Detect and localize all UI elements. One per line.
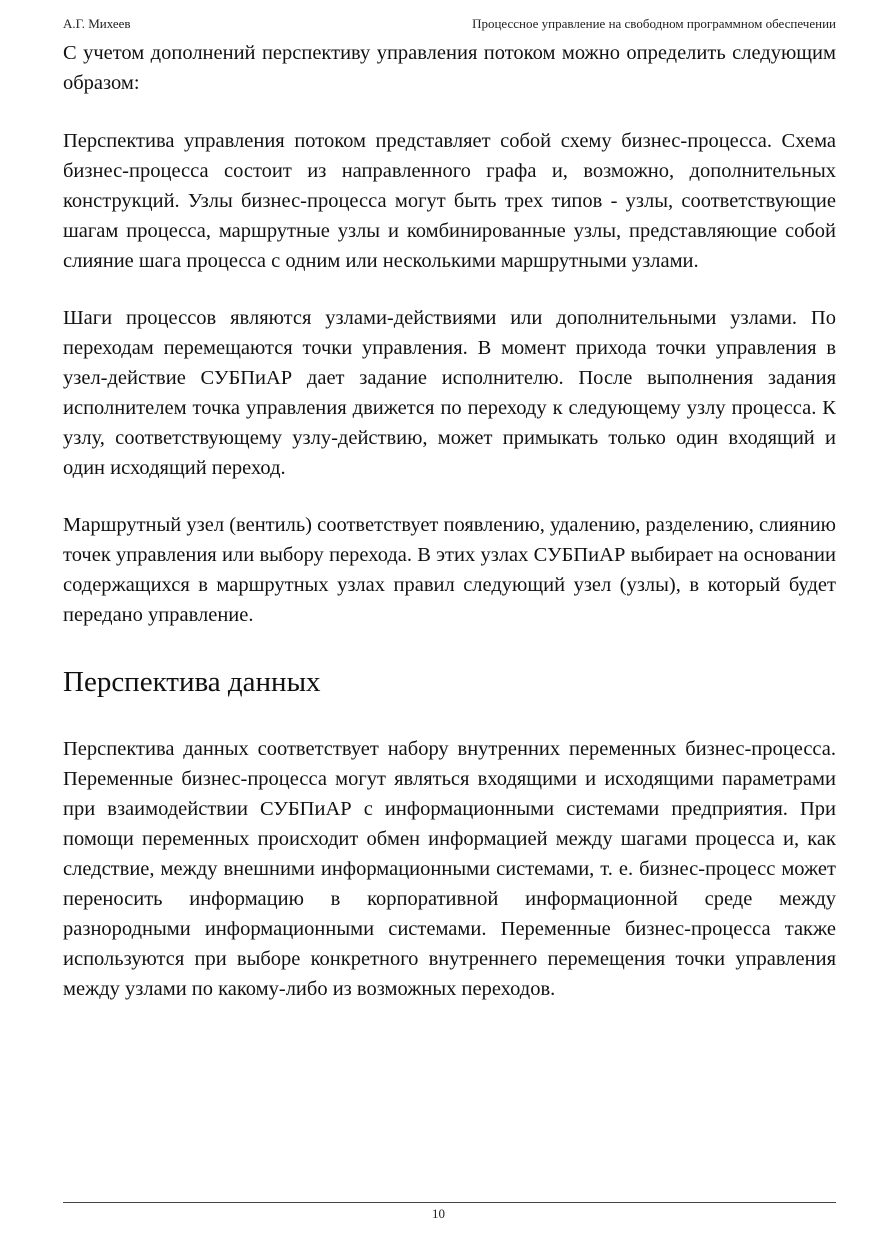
paragraph-routing-node: Маршрутный узел (вентиль) соответствует появлению, удалению, разделению, слиянию точек управления или выбору перехода. В этих узлах СУБПиАР выбирает на основании содержащихся в маршрутных узлах правил следующий узел (узлы), в который будет передано управление. (63, 514, 836, 626)
header-title: Процессное управление на свободном программном обеспечении (472, 16, 836, 31)
page-content (63, 38, 836, 1031)
page-header (63, 16, 836, 36)
paragraph-flow-perspective: Перспектива управления потоком представляет собой схему бизнес-процесса. Схема бизнес-процесса состоит из направленного графа и, возможно, дополнительных конструкций. Узлы бизнес-процесса могут быть трех типов - узлы, соответствующие шагам процесса, маршрутные узлы и комбинированные узлы, представляющие собой слияние шага процесса с одним или несколькими маршрутными узлами. (63, 130, 836, 272)
paragraph-data-perspective: Перспектива данных соответствует набору внутренних переменных бизнес-процесса. Переменные бизнес-процесса могут являться входящими и исходящими параметрами при взаимодействии СУБПиАР с информационными системами предприятия. При помощи переменных происходит обмен информацией между шагами процесса и, как следствие, между внешними информационными системами, т. е. бизнес-процесс может переносить информацию в корпоративной информационной среде между разнородными информационными системами. Переменные бизнес-процесса также используются при выборе конкретного внутреннего перемещения точки управления между узлами по какому-либо из возможных переходов. (63, 738, 836, 1000)
intro-paragraph: С учетом дополнений перспективу управления потоком можно определить следующим образом: (63, 42, 836, 94)
section-title: Перспектива данных (63, 666, 321, 698)
page-number: 10 (432, 1206, 445, 1221)
header-author: А.Г. Михеев (63, 16, 131, 31)
paragraph-process-steps: Шаги процессов являются узлами-действиями или дополнительными узлами. По переходам перемещаются точки управления. В момент прихода точки управления в узел-действие СУБПиАР дает задание исполнителю. После выполнения задания исполнителем точка управления движется по переходу к следующему узлу процесса. К узлу, соответствующему узлу-действию, может примыкать только один входящий и один исходящий переход. (63, 307, 836, 479)
footer-divider (63, 1202, 836, 1203)
